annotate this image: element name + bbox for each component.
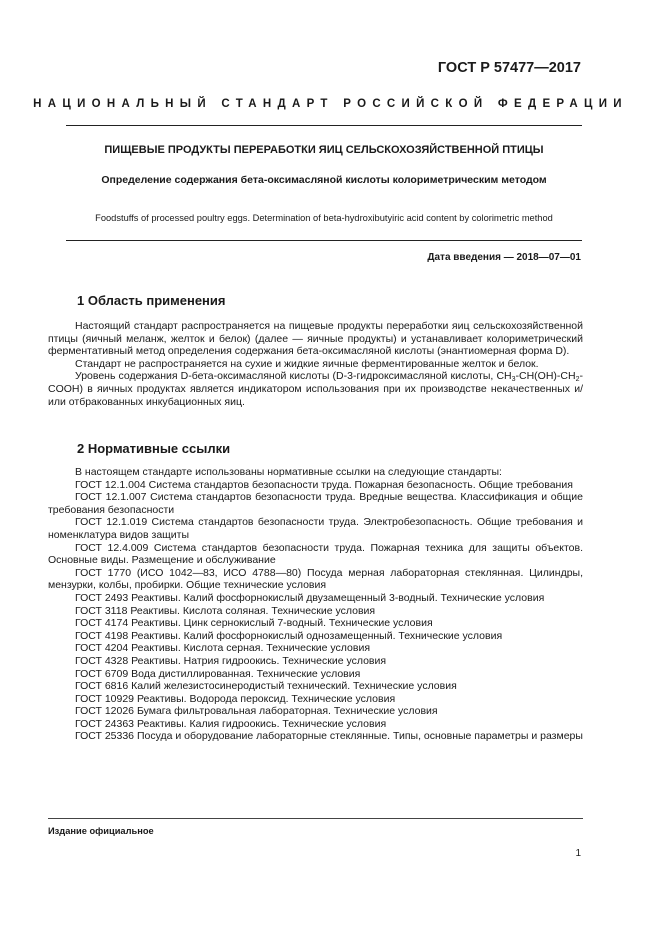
p3-subscript-3: 3: [511, 376, 516, 384]
reference-item: ГОСТ 4198 Реактивы. Калий фосфорнокислый однозамещенный. Технические условия: [75, 629, 503, 642]
national-standard-heading: НАЦИОНАЛЬНЫЙ СТАНДАРТ РОССИЙСКОЙ ФЕДЕРАЦИИ: [33, 98, 628, 110]
reference-item: ГОСТ 4328 Реактивы. Натрия гидроокись. Технические условия: [75, 654, 387, 667]
section-1-paragraph-2: Стандарт не распространяется на сухие и жидкие яичные ферментированные желток и белок.: [75, 357, 539, 370]
reference-item: ГОСТ 12026 Бумага фильтровальная лабораторная. Технические условия: [75, 705, 438, 718]
p3-start: Уровень содержания D-бета-оксимасляной кислоты (D-3-гидроксимасляной кислоты, CH: [75, 370, 512, 383]
reference-item: ГОСТ 4204 Реактивы. Кислота серная. Технические условия: [75, 642, 371, 655]
introduction-date: Дата введения — 2018—07—01: [427, 252, 581, 263]
p3-end: -COOH) в яичных продуктах является индикатором использования при их производстве некачественных и/или отбракованных инкубационных яиц.: [48, 370, 583, 408]
top-divider: [66, 125, 582, 126]
section-1-body: [48, 320, 583, 408]
official-edition-label: Издание официальное: [48, 826, 154, 836]
reference-item: ГОСТ 12.4.009 Система стандартов безопасности труда. Пожарная техника для защиты объектов. Основные виды. Размещение и обслуживание: [48, 541, 583, 567]
reference-item: ГОСТ 6709 Вода дистиллированная. Технические условия: [75, 667, 361, 680]
reference-item: ГОСТ 10929 Реактивы. Водорода пероксид. Технические условия: [75, 692, 396, 705]
p3-middle: -CH(OH)-CH: [515, 370, 576, 383]
reference-item: ГОСТ 24363 Реактивы. Калия гидроокись. Технические условия: [75, 717, 387, 730]
reference-item: ГОСТ 2493 Реактивы. Калий фосфорнокислый двузамещенный 3-водный. Технические условия: [75, 591, 545, 604]
reference-item: ГОСТ 1770 (ИСО 1042—83, ИСО 4788—80) Посуда мерная лабораторная стеклянная. Цилиндры, мензурки, колбы, пробирки. Общие технические условия: [48, 566, 583, 592]
page-number: 1: [575, 848, 581, 859]
section-1-paragraph-3: [48, 370, 583, 408]
p3-subscript-2: 2: [575, 376, 580, 384]
reference-item: ГОСТ 25336 Посуда и оборудование лабораторные стеклянные. Типы, основные параметры и размеры: [75, 730, 583, 743]
reference-item: ГОСТ 6816 Калий железистосинеродистый технический. Технические условия: [75, 680, 457, 693]
reference-item: ГОСТ 4174 Реактивы. Цинк сернокислый 7-водный. Технические условия: [75, 617, 433, 630]
reference-item: ГОСТ 12.1.019 Система стандартов безопасности труда. Электробезопасность. Общие требования и номенклатура видов защиты: [48, 516, 583, 541]
document-number: ГОСТ Р 57477—2017: [437, 60, 581, 76]
section-2-intro: В настоящем стандарте использованы нормативные ссылки на следующие стандарты:: [75, 466, 502, 478]
title-divider: [66, 240, 582, 241]
standard-title: ПИЩЕВЫЕ ПРОДУКТЫ ПЕРЕРАБОТКИ ЯИЦ СЕЛЬСКОХОЗЯЙСТВЕННОЙ ПТИЦЫ: [104, 144, 544, 156]
footer-divider: [48, 818, 583, 819]
reference-item: ГОСТ 3118 Реактивы. Кислота соляная. Технические условия: [75, 604, 376, 617]
english-title: Foodstuffs of processed poultry eggs. Determination of beta-hydroxibutyiric acid content by colorimetric method: [95, 213, 553, 223]
standard-subtitle: Определение содержания бета-оксимасляной кислоты колориметрическим методом: [101, 174, 547, 186]
section-2-title: 2 Нормативные ссылки: [77, 441, 231, 456]
reference-item: ГОСТ 12.1.007 Система стандартов безопасности труда. Вредные вещества. Классификация и общие требования безопасности: [48, 491, 583, 516]
section-1-title: 1 Область применения: [77, 293, 226, 308]
reference-item: ГОСТ 12.1.004 Система стандартов безопасности труда. Пожарная безопасность. Общие требования: [75, 478, 573, 491]
section-1-paragraph-1: Настоящий стандарт распространяется на пищевые продукты переработки яиц сельскохозяйственной птицы (яичный меланж, желток и белок) (далее — яичные продукты) и устанавливает колориметрический ферментативный метод определения содержания бета-оксимасляной кислоты (энантиомерная форма D).: [48, 320, 583, 358]
section-2-body: [48, 466, 583, 743]
